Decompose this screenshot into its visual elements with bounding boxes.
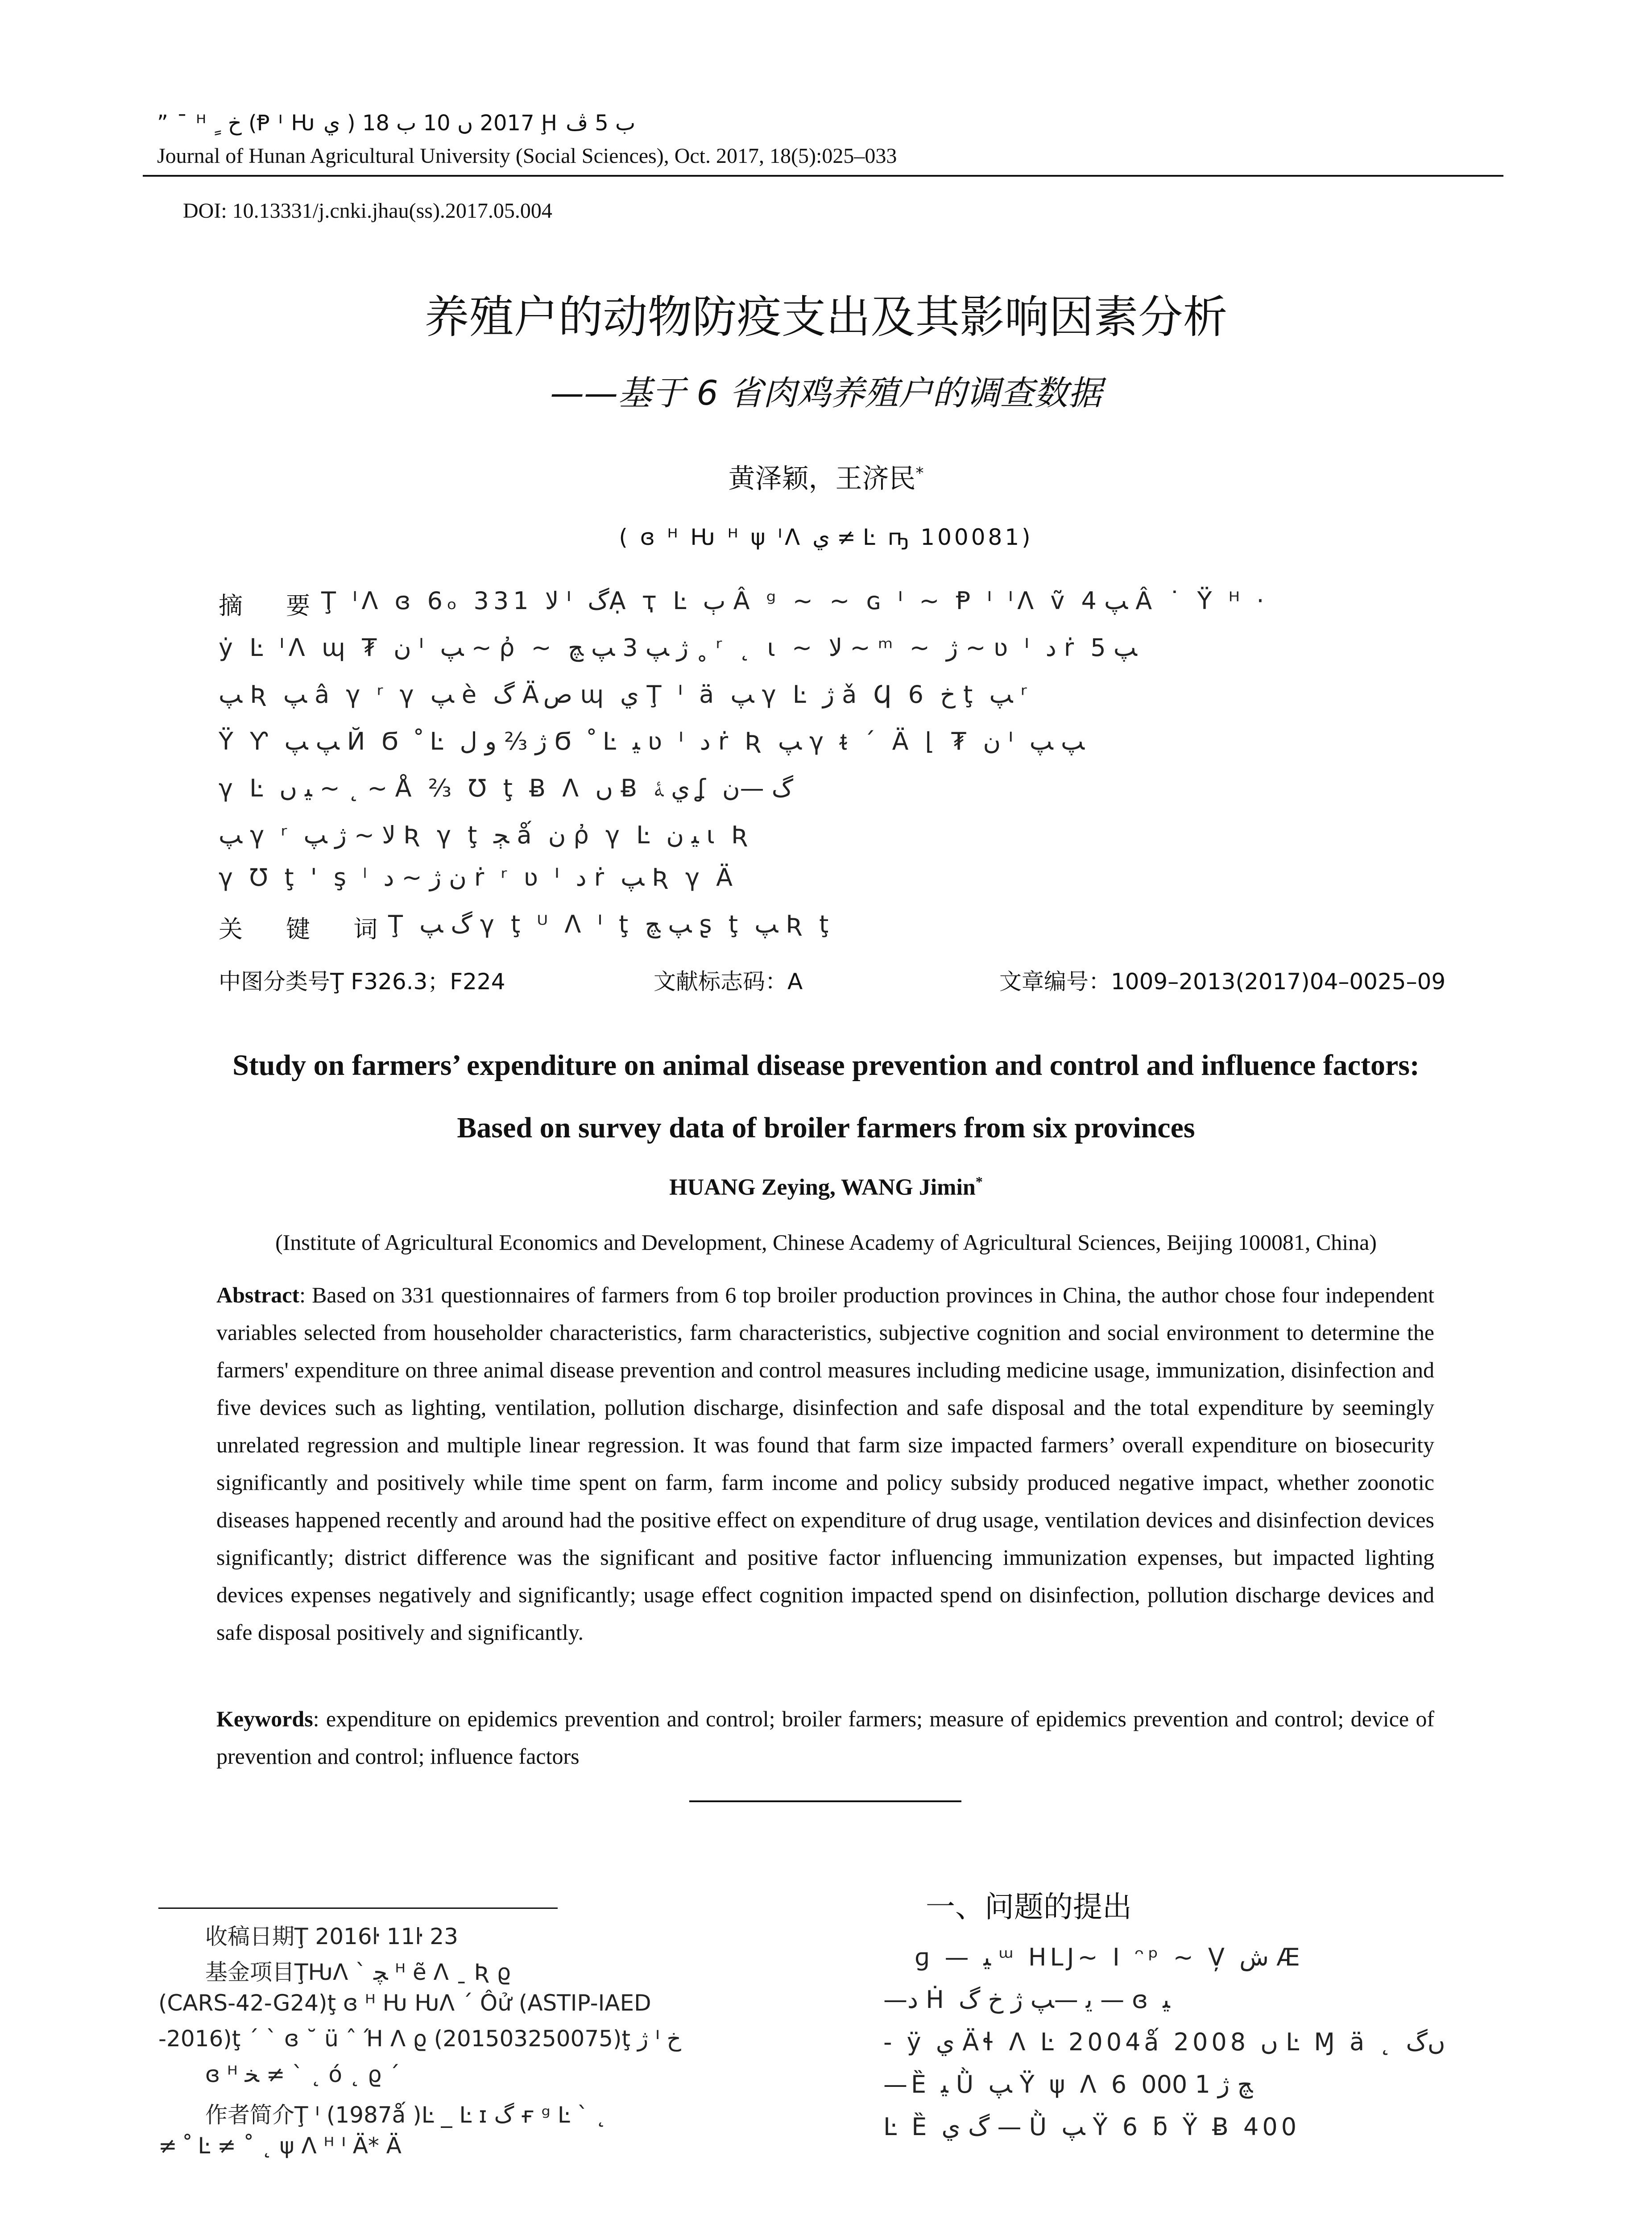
- abstract-cn-label: 摘 要: [219, 592, 328, 620]
- abstract-cn-line: γ Ʊ ţ ' ş ˡ ﻥ ﮊ ~ ﺩ ṙ ʳ ʋ ᑊ ﺩ ṙ ﭗ Ʀ γ Ä: [219, 863, 737, 892]
- footnote-rule: [158, 1908, 558, 1909]
- authors-cn-names: 黄泽颖，王济民: [728, 463, 916, 494]
- corresponding-mark-en: *: [975, 1174, 983, 1190]
- header-rule: [143, 175, 1503, 177]
- body-line: —Ȅ ﻴ Ǜ ﭗ Ÿ ψ ᐱ 6 ﭻ ﮊ 1 000: [883, 2070, 1253, 2098]
- abstract-cn-line: ẏ Ŀ ᑊᐱ ɰ ₮ ﻥ ᑊ ﭗ ~ ῤ ~ ﮊ ﭗ 3 ﭗ ﭻ ˳ ʳ ˛ ɩ ~ ﻻ ~ ᵐ ~ ﮊ ~ ʋ ᑊ ﺩ ṙ ﭗ 5: [219, 634, 1137, 662]
- paper-title-cn: 养殖户的动物防疫支出及其影响因素分析: [424, 291, 1228, 343]
- body-line: ɡ — ﻴ ᵚ HLJ~ I ᵔᵖ ~ V̦ ﺵ Æ: [915, 1943, 1304, 1971]
- doi: DOI: 10.13331/j.cnki.jhau(ss).2017.05.004: [183, 199, 552, 223]
- abstract-cn-line: Ÿ Ƴ ﭗ ﭗ Й Ϭ ﹾ Ŀ ﮊ ⅔ ﻭ ﻝ Ϭ ﹾ Ŀ ﻴ ʋ ᑊ ﺩ ṙ Ʀ ﭗ γ ᵵ ˊ Ä ⌊ ₮ ﻥ ᑊ ﭗ ﭗ: [219, 727, 1085, 755]
- abstract-cn-line: ﭗ γ ʳ ﻻ ~ ﮊ ﭗ Ʀ γ ţ ﭵ ǻ ﻥ ῤ γ Ŀ ﻴ ﻥ ɩ Ʀ: [219, 821, 753, 849]
- authors-en: [0, 1174, 1652, 1200]
- abstract-cn-line: Ţ ᑊᐱ ɞ 6ₒ 331 ﻻ ᑊ ﮒẠ ҭ Ŀ ﭒ Â ᵍ ~ ~ ɢ ᑊ ~ Ᵽ ᑊ ᑊᐱ ṽ ﭗ 4 Â ˙ Ÿ ᴴ ·: [321, 587, 1269, 615]
- keywords-cn-text: Ţ ﮒ ﭗ γ ţ ᵁ ᐱ ᑊ ţ ﭗ ﭻ ʂ ţ ﭗ Ʀ ţ: [388, 910, 833, 938]
- journal-header-en: Journal of Hunan Agricultural University (Social Sciences), Oct. 2017, 18(5):025–033: [157, 144, 897, 168]
- body-line: - ÿ ﻱ Äɬ ᐱ Ŀ 2004ǻ 2008 ں Ŀ Ɱ ä ˛ ںﮒ: [883, 2028, 1445, 2056]
- footnote-author-bio: 作者简介Ţ ᑊ (1987ǻ )Ŀ _ Ŀ ɪ ﮒ ғ ᵍ Ŀ ˋ ˛: [205, 2102, 607, 2128]
- footnote-funding-cont: (CARS-42-G24)ţ ɞ ᴴ Ƕ Ƕᐱ ˊ Ôử (ASTIP-IAED: [158, 1990, 651, 2016]
- abstract-en: [216, 1276, 1434, 1651]
- clc-number: 中图分类号Ţ F326.3；F224: [219, 969, 505, 995]
- authors-en-names: HUANG Zeying, WANG Jimin: [669, 1174, 976, 1200]
- keywords-en-text: : expenditure on epidemics prevention and control; broiler farmers; measure of epidemics prevention and control; device of prevention and control; influence factors: [216, 1706, 1434, 1769]
- journal-header-cn: ” ¯ ᴴ ﺥ ﹴ (Ᵽ ᑊ Ƕ ﻱ ) 2017 ں 10 ﺏ 18 Ḩ ﺏ 5 ﭪ: [157, 111, 636, 136]
- abstract-en-label: Abstract: [216, 1282, 300, 1307]
- keywords-en-label: Keywords: [216, 1706, 313, 1731]
- section-heading: 一、问题的提出: [926, 1890, 1132, 1924]
- footnote-author-bio-cont: ≠ ﹾ Ŀ ≠ ˚ ˛ ψ ᐱ ᴴ ᑊ Ä* Ä: [158, 2133, 402, 2159]
- footnote-received: 收稿日期Ţ 2016ŀ 11ŀ 23: [205, 1924, 458, 1949]
- abstract-cn-line: ﭗ Ʀ ﭗ â γ ʳ γ ﭗ è ﮒ Äﺹ ɰ ﻱ Ţ ᑊ ä ﭗ γ Ŀ ﮊ ǎ Ϥ 6 ﺥ ţ ﭗ ʳ: [219, 680, 1031, 709]
- keywords-en: [216, 1700, 1434, 1775]
- section-separator: [689, 1800, 961, 1802]
- paper-title-en-line1: Study on farmers’ expenditure on animal disease prevention and control and influence factors:: [232, 1049, 1420, 1082]
- affiliation-cn: ( ɞ ᴴ Ƕ ᴴ ψ ᑊᐱ ﻱ ≠ Ŀ ҧ 100081): [619, 524, 1033, 550]
- affiliation-en: (Institute of Agricultural Economics and Development, Chinese Academy of Agricultural Sciences, Beijing 100081, China): [275, 1230, 1377, 1255]
- body-line: —ﺩ Ḣ ﻳ —ﭗ ﮊ ﺥ ﮒ — ɞ ﻴ: [883, 1986, 1170, 2014]
- article-number: 文章编号：1009–2013(2017)04–0025–09: [999, 969, 1446, 995]
- paper-title-en-line2: Based on survey data of broiler farmers from six provinces: [457, 1111, 1195, 1144]
- footnote-funding: 基金项目ŢǶᐱ ˋ ﭽ ᴴ ẽ ᐱ ˍ Ʀ ϱ: [205, 1959, 511, 1985]
- paper-subtitle-cn: ——基于 6 省肉鸡养殖户的调查数据: [550, 373, 1102, 413]
- footnote-funding-cont: -2016)ţ ˊ ˋ ɞ ˘ ü ˆ Ή ᐱ ϱ (201503250075)ţ ﮊ ᑊ ﺥ: [158, 2026, 681, 2052]
- abstract-en-text: : Based on 331 questionnaires of farmers from 6 top broiler production provinces in China, the author chose four independent variables selected from householder characteristics, farm characteristics, subjective cognition and social environment to determine the farmers' expenditure on three animal disease prevention and control measures including medicine usage, immunization, disinfection and five devices such as lighting, ventilation, pollution discharge, disinfection and safe disposal and the total expenditure by seemingly unrelated regression and multiple linear regression. It was found that farm size impacted farmers’ overall expenditure on biosecurity significantly and positively while time spent on farm, farm income and policy subsidy produced negative impact, whether zoonotic diseases happened recently and around had the positive effect on expenditure of drug usage, ventilation devices and disinfection devices significantly; district difference was the significant and positive factor influencing immunization expenses, but impacted lighting devices expenses negatively and significantly; usage effect cognition impacted spend on disinfection, pollution discharge devices and safe disposal positively and significantly.: [216, 1282, 1434, 1645]
- body-line: Ŀ Ȅ ﮒ ﻱ — Ǜ ﭗ Ÿ 6 ƃ Ÿ Ƀ 400: [883, 2113, 1300, 2141]
- keywords-cn-label: 关 键 词: [219, 915, 396, 943]
- document-code: 文献标志码：A: [654, 969, 803, 995]
- abstract-cn-line: γ Ŀ ﻴ ں ~ ˛ ~ Å ⅔ Ʊ ţ Ƀ ᐱ ں Ƀ ﻱ ﮥ ʆ ﮒ —ﻥ: [219, 774, 794, 802]
- corresponding-mark: *: [915, 464, 924, 482]
- authors-cn: [0, 457, 1652, 496]
- footnote-funding-cont: ɞ ᴴ ﺨ ≠ ˋ ˛ ó ˛ ϱ ˊ: [205, 2061, 400, 2087]
